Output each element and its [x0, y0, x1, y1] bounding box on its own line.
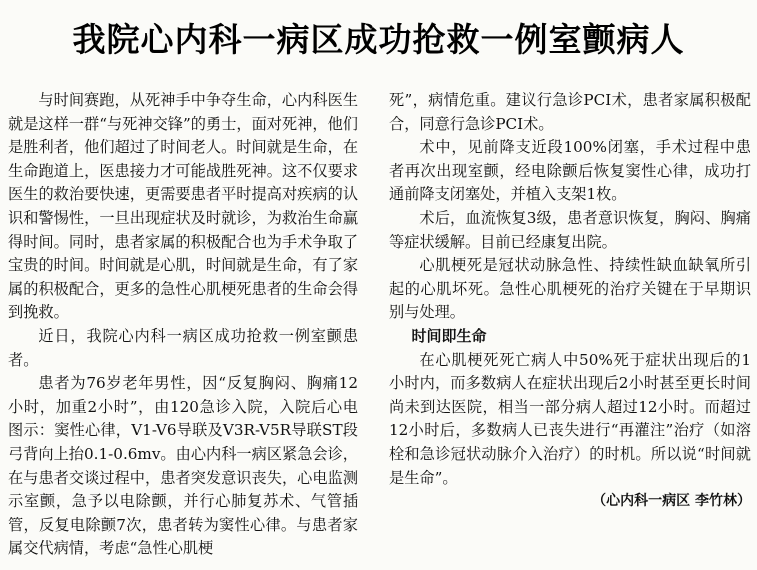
paragraph-case-continued: 死”，病情危重。建议行急诊PCI术，患者家属积极配合，同意行急诊PCI术。 [389, 91, 751, 133]
article-left-column [8, 89, 358, 561]
paragraph-surgery: 术中，见前降支近段100%闭塞，手术过程中患者再次出现室颤，经电除颤后恢复窦性心律，成功打通前降支闭塞处，并植入支架1枚。 [389, 138, 751, 204]
paragraph-case: 患者为76岁老年男性，因“反复胸闷、胸痛12小时，加重2小时”，由120急诊入院，入院后心电图示：窦性心律，V1-V6导联及V3R-V5R导联ST段弓背向上抬0.1-0.6mv。由心内科一病区紧急会诊，在与患者交谈过程中，患者突发意识丧失，心电监测示室颤，急予以电除颤，并行心肺复苏术、气管插管，反复电除颤7次，患者转为窦性心律。与患者家属交代病情，考虑“急性心肌梗 [8, 374, 358, 558]
paragraph-time: 在心肌梗死死亡病人中50%死于症状出现后的1小时内，而多数病人在症状出现后2小时甚至更长时间尚未到达医院，相当一部分病人超过12小时。而超过12小时后，多数病人已丧失进行“再灌注”治疗（如溶栓和急诊冠状动脉介入治疗）的时机。所以说“时间就是生命”。 [389, 350, 751, 487]
paragraph-definition: 心肌梗死是冠状动脉急性、持续性缺血缺氧所引起的心肌坏死。急性心肌梗死的治疗关键在于早期识别与处理。 [389, 256, 751, 322]
article-headline: 我院心内科一病区成功抢救一例室颤病人 [72, 20, 685, 59]
paragraph-recovery: 术后，血流恢复3级，患者意识恢复，胸闷、胸痛等症状缓解。目前已经康复出院。 [389, 208, 751, 251]
paragraph-intro: 与时间赛跑，从死神手中争夺生命，心内科医生就是这样一群“与死神交锋”的勇士，面对死神，他们是胜利者，他们超过了时间老人。时间就是生命，在生命跑道上，医患接力才可能战胜死神。这不仅要求医生的救治要快速，更需要患者平时提高对疾病的认识和警惕性，一旦出现症状及时就诊，为救治生命赢得时间。同时，患者家属的积极配合也为手术争取了宝贵的时间。时间就是心肌，时间就是生命，有了家属的积极配合，更多的急性心肌梗死患者的生命会得到挽救。 [8, 91, 358, 322]
article-right-column [389, 89, 751, 514]
subheading: 时间即生命 [411, 326, 487, 345]
author-byline: （心内科一病区 李竹林） [592, 493, 751, 510]
paragraph-recent: 近日，我院心内科一病区成功抢救一例室颤患者。 [8, 326, 358, 369]
